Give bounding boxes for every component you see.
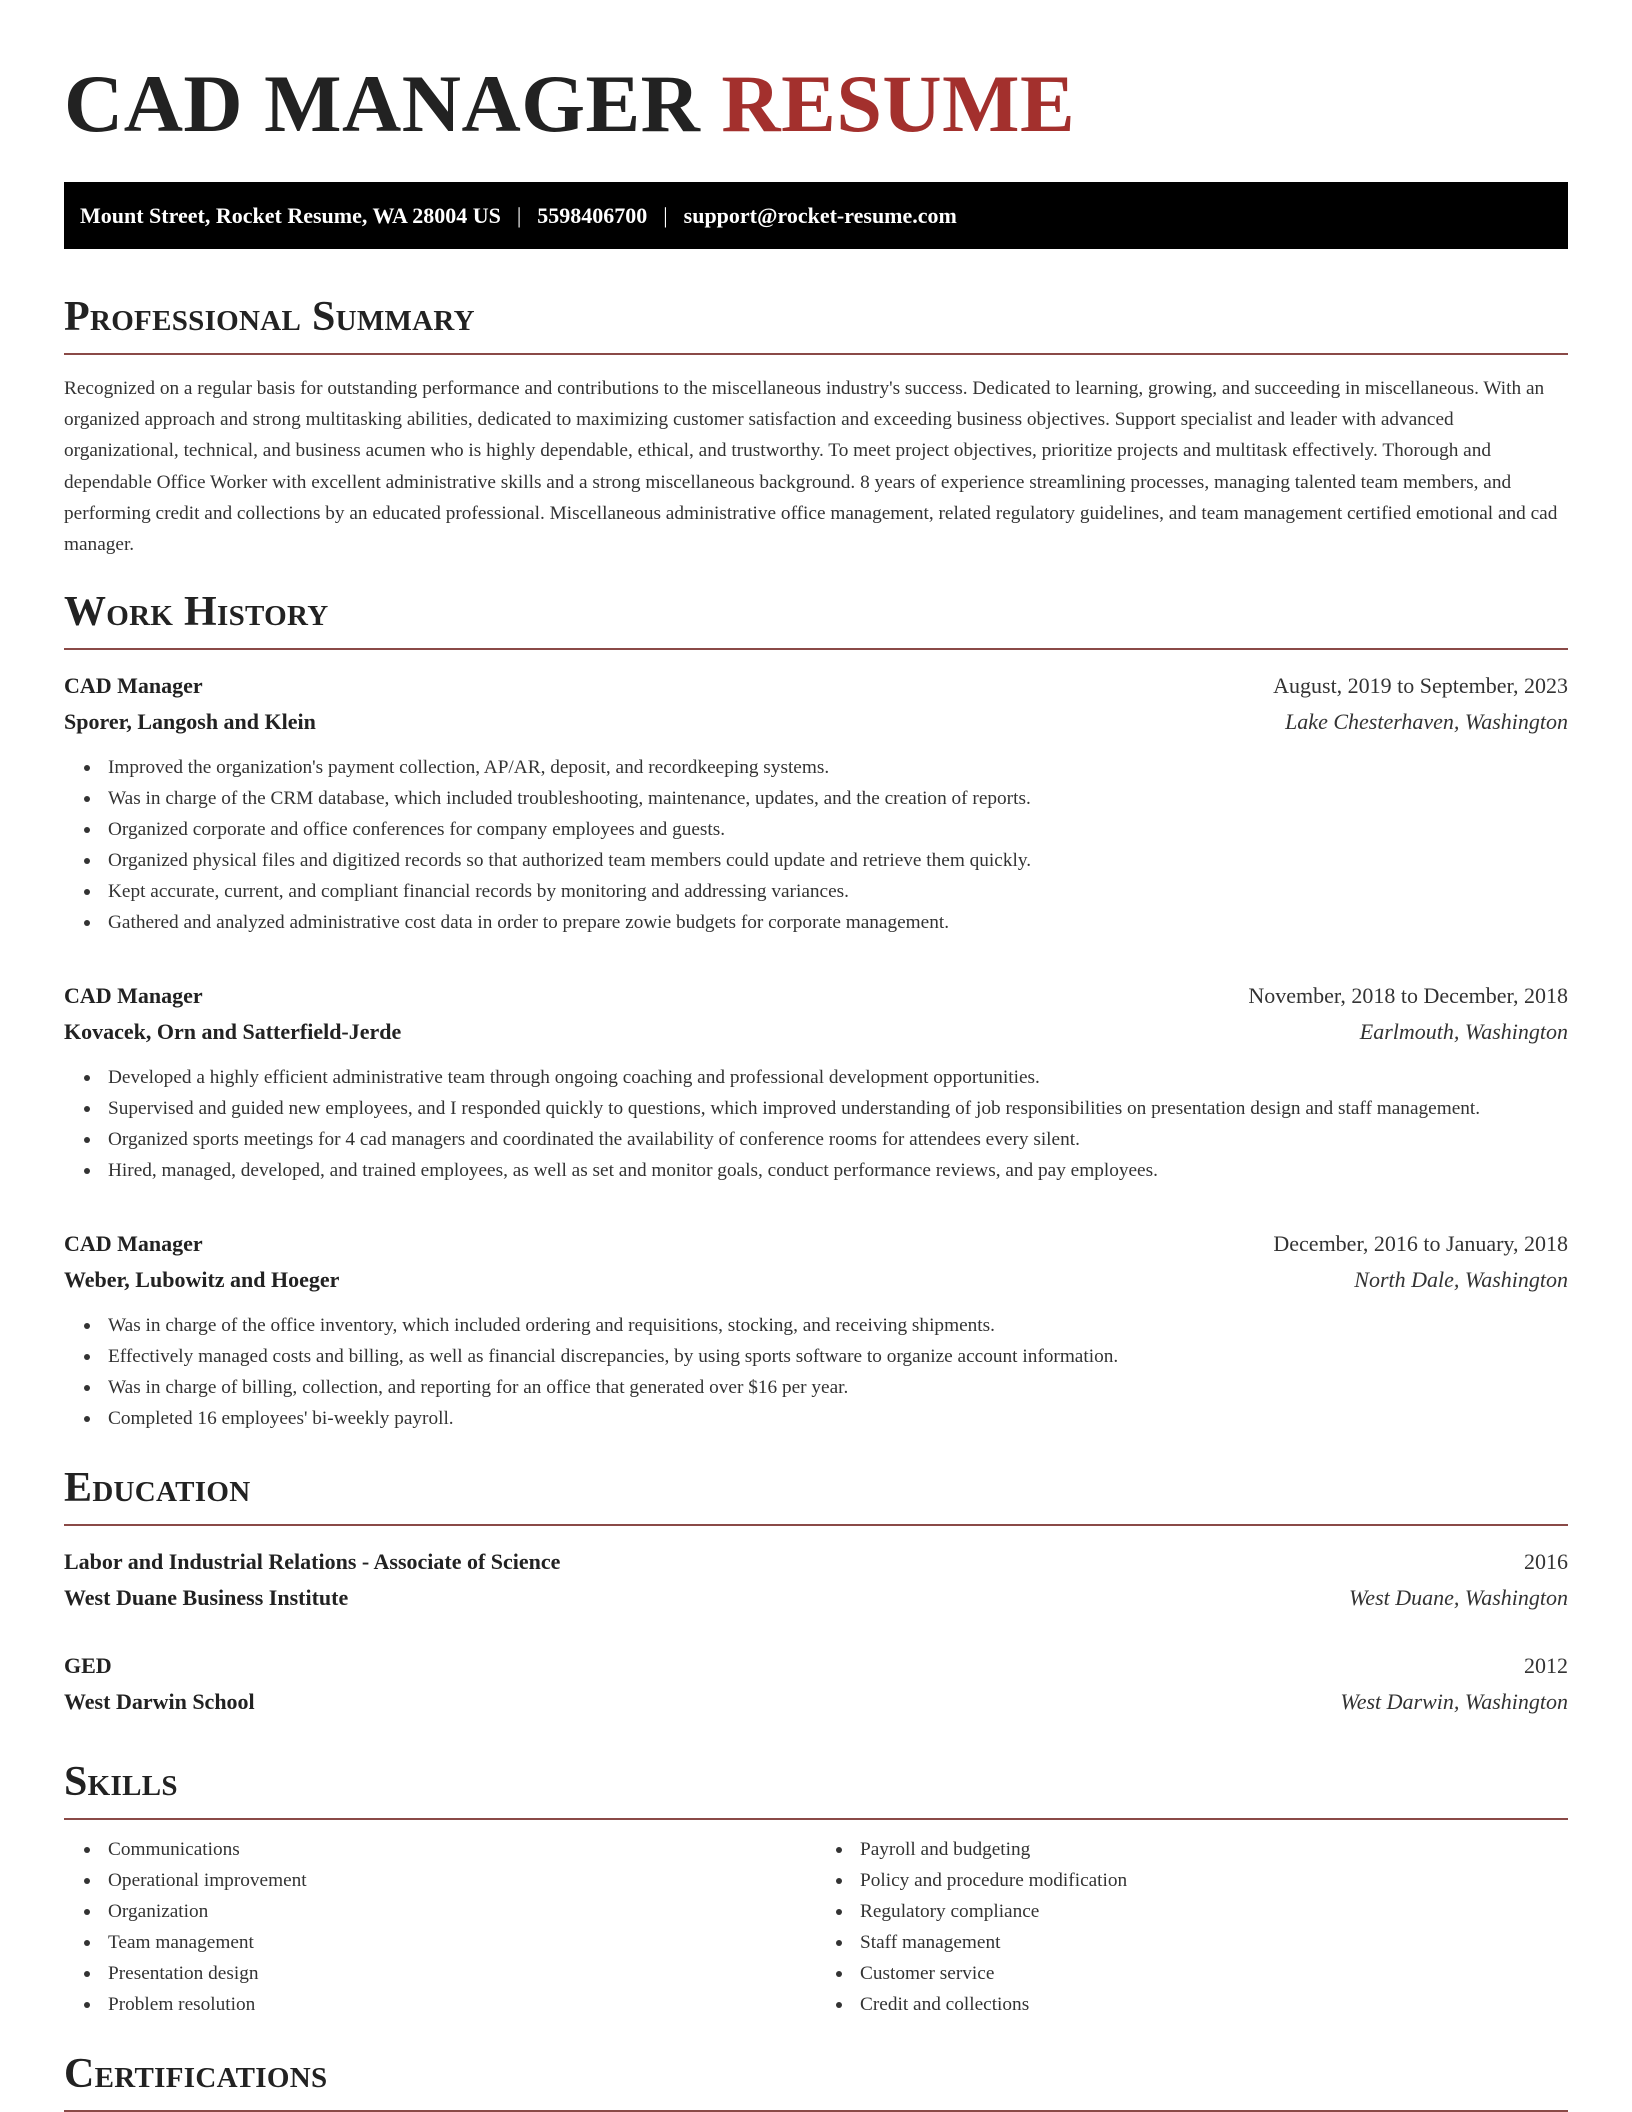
job-entry bbox=[64, 978, 1568, 1186]
list-item: Organized corporate and office conferences for company employees and guests. bbox=[64, 814, 1568, 845]
job-entry bbox=[64, 1226, 1568, 1434]
list-item: Supervised and guided new employees, and I responded quickly to questions, which improved understanding of job responsibilities on presentation design and staff management. bbox=[64, 1093, 1568, 1124]
job-bullets bbox=[64, 1062, 1568, 1186]
section-heading-skills: Skills bbox=[64, 1756, 1568, 1820]
education-entry bbox=[64, 1648, 1568, 1720]
skills-section bbox=[64, 1756, 1568, 2020]
contact-email[interactable]: support@rocket-resume.com bbox=[683, 202, 957, 228]
list-item: Developed a highly efficient administrative team through ongoing coaching and professional development opportunities. bbox=[64, 1062, 1568, 1093]
section-heading-summary: Professional Summary bbox=[64, 291, 1568, 355]
job-title: CAD Manager bbox=[64, 1231, 203, 1257]
certifications-section bbox=[64, 2048, 1568, 2112]
resume-title bbox=[64, 0, 1568, 150]
job-title: CAD Manager bbox=[64, 673, 203, 699]
education-school: West Darwin School bbox=[64, 1689, 255, 1715]
list-item: Completed 16 employees' bi-weekly payroll. bbox=[64, 1403, 1568, 1434]
job-company: Kovacek, Orn and Satterfield-Jerde bbox=[64, 1019, 402, 1045]
job-bullets bbox=[64, 1310, 1568, 1434]
skills-list-left bbox=[64, 1834, 816, 2020]
job-company: Sporer, Langosh and Klein bbox=[64, 709, 316, 735]
education-year: 2012 bbox=[1524, 1653, 1568, 1679]
list-item: Hired, managed, developed, and trained employees, as well as set and monitor goals, conduct performance reviews, and pay employees. bbox=[64, 1155, 1568, 1186]
skill-item: Payroll and budgeting bbox=[816, 1834, 1568, 1865]
education-degree: GED bbox=[64, 1653, 112, 1679]
contact-address: Mount Street, Rocket Resume, WA 28004 US bbox=[80, 202, 501, 228]
job-company-row bbox=[64, 704, 1568, 740]
contact-phone[interactable]: 5598406700 bbox=[537, 202, 648, 228]
list-item: Gathered and analyzed administrative cost data in order to prepare zowie budgets for corporate management. bbox=[64, 907, 1568, 938]
education-degree: Labor and Industrial Relations - Associate of Science bbox=[64, 1549, 561, 1575]
education-school-row bbox=[64, 1580, 1568, 1616]
education-entry bbox=[64, 1544, 1568, 1616]
contact-bar bbox=[64, 182, 1568, 249]
job-dates: August, 2019 to September, 2023 bbox=[1273, 673, 1568, 699]
job-header-row bbox=[64, 978, 1568, 1014]
section-heading-work: Work History bbox=[64, 586, 1568, 650]
list-item: Was in charge of the office inventory, which included ordering and requisitions, stocking, and receiving shipments. bbox=[64, 1310, 1568, 1341]
contact-separator: | bbox=[516, 202, 522, 228]
job-dates: December, 2016 to January, 2018 bbox=[1273, 1231, 1568, 1257]
education-section bbox=[64, 1462, 1568, 1720]
education-degree-row bbox=[64, 1648, 1568, 1684]
list-item: Was in charge of the CRM database, which included troubleshooting, maintenance, updates, and the creation of reports. bbox=[64, 783, 1568, 814]
job-title: CAD Manager bbox=[64, 983, 203, 1009]
job-header-row bbox=[64, 668, 1568, 704]
education-school: West Duane Business Institute bbox=[64, 1585, 349, 1611]
skill-item: Regulatory compliance bbox=[816, 1896, 1568, 1927]
skill-item: Staff management bbox=[816, 1927, 1568, 1958]
job-company-row bbox=[64, 1014, 1568, 1050]
skill-item: Operational improvement bbox=[64, 1865, 816, 1896]
title-main: CAD MANAGER bbox=[64, 58, 701, 149]
section-heading-certifications: Certifications bbox=[64, 2048, 1568, 2112]
skill-item: Presentation design bbox=[64, 1958, 816, 1989]
list-item: Kept accurate, current, and compliant financial records by monitoring and addressing variances. bbox=[64, 876, 1568, 907]
skill-item: Policy and procedure modification bbox=[816, 1865, 1568, 1896]
list-item: Organized sports meetings for 4 cad managers and coordinated the availability of conference rooms for attendees every silent. bbox=[64, 1124, 1568, 1155]
job-header-row bbox=[64, 1226, 1568, 1262]
work-history-section bbox=[64, 586, 1568, 1434]
job-location: Earlmouth, Washington bbox=[1359, 1019, 1568, 1045]
job-dates: November, 2018 to December, 2018 bbox=[1248, 983, 1568, 1009]
job-location: North Dale, Washington bbox=[1354, 1267, 1568, 1293]
section-heading-education: Education bbox=[64, 1462, 1568, 1526]
skill-item: Credit and collections bbox=[816, 1989, 1568, 2020]
contact-separator: | bbox=[663, 202, 668, 228]
job-bullets bbox=[64, 752, 1568, 938]
job-company-row bbox=[64, 1262, 1568, 1298]
job-entry bbox=[64, 668, 1568, 938]
list-item: Organized physical files and digitized records so that authorized team members could update and retrieve them quickly. bbox=[64, 845, 1568, 876]
skills-list-right bbox=[816, 1834, 1568, 2020]
education-location: West Darwin, Washington bbox=[1340, 1689, 1568, 1715]
list-item: Improved the organization's payment collection, AP/AR, deposit, and recordkeeping systems. bbox=[64, 752, 1568, 783]
summary-section bbox=[64, 291, 1568, 560]
list-item: Effectively managed costs and billing, as well as financial discrepancies, by using sports software to organize account information. bbox=[64, 1341, 1568, 1372]
education-year: 2016 bbox=[1524, 1549, 1568, 1575]
skill-item: Customer service bbox=[816, 1958, 1568, 1989]
skill-item: Communications bbox=[64, 1834, 816, 1865]
skill-item: Problem resolution bbox=[64, 1989, 816, 2020]
education-school-row bbox=[64, 1684, 1568, 1720]
skill-item: Team management bbox=[64, 1927, 816, 1958]
summary-text: Recognized on a regular basis for outstanding performance and contributions to the miscellaneous industry's success. Dedicated to learning, growing, and succeeding in miscellaneous. With an organized approach and strong multitasking abilities, dedicated to maximizing customer satisfaction and exceeding business objectives. Support specialist and leader with advanced organizational, technical, and business acumen who is highly dependable, ethical, and trustworthy. To meet project objectives, prioritize projects and multitask effectively. Thorough and dependable Office Worker with excellent administrative skills and a strong miscellaneous background. 8 years of experience streamlining processes, managing talented team members, and performing credit and collections by an educated professional. Miscellaneous administrative office management, related regulatory guidelines, and team management certified emotional and cad manager. bbox=[64, 378, 1558, 556]
job-company: Weber, Lubowitz and Hoeger bbox=[64, 1267, 340, 1293]
skill-item: Organization bbox=[64, 1896, 816, 1927]
skills-grid bbox=[64, 1834, 1568, 2020]
education-degree-row bbox=[64, 1544, 1568, 1580]
job-location: Lake Chesterhaven, Washington bbox=[1285, 709, 1568, 735]
title-accent: RESUME bbox=[721, 58, 1076, 149]
education-location: West Duane, Washington bbox=[1349, 1585, 1568, 1611]
list-item: Was in charge of billing, collection, and reporting for an office that generated over $16 per year. bbox=[64, 1372, 1568, 1403]
